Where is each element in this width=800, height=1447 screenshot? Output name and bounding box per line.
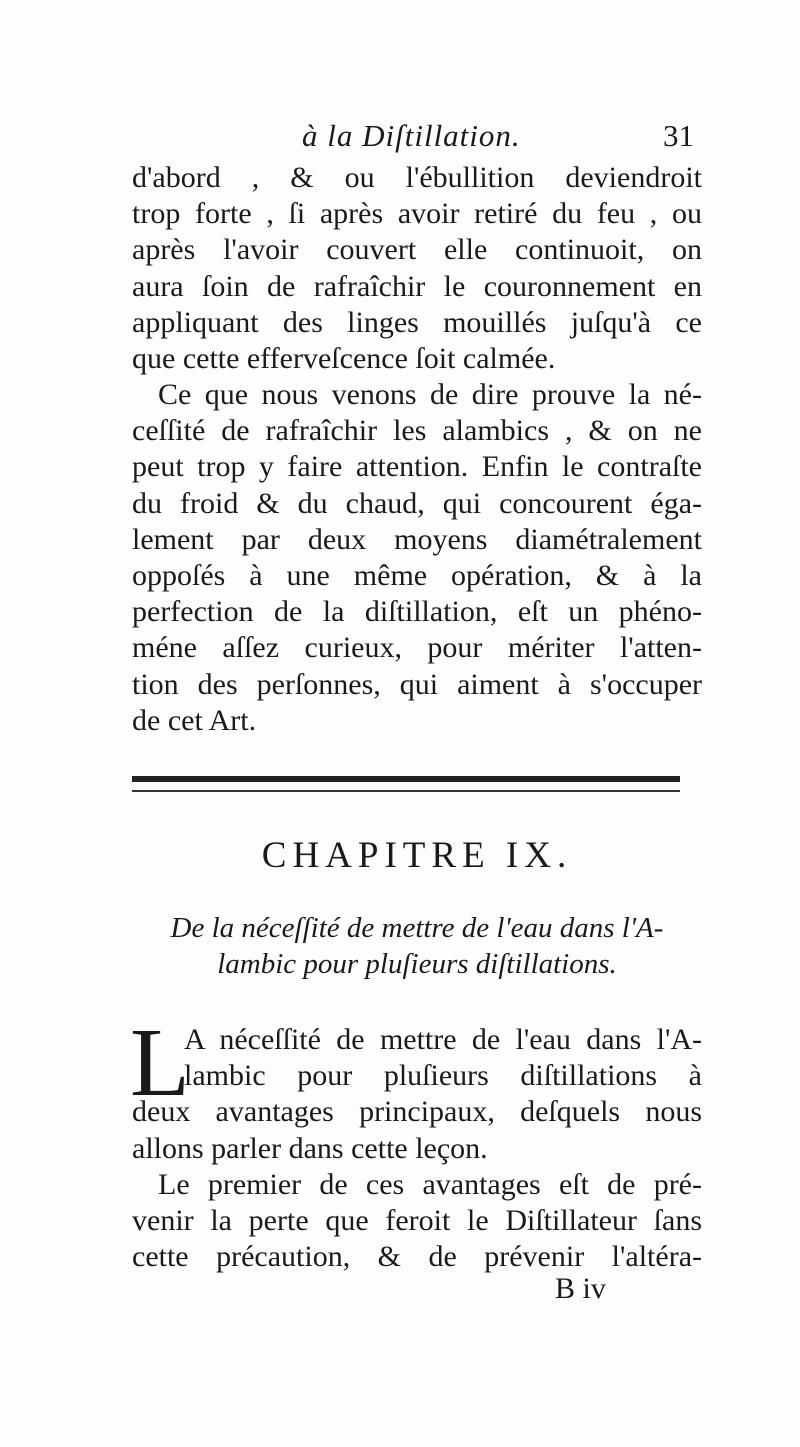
paragraph-1 <box>132 160 702 377</box>
ornamental-rule <box>132 776 680 782</box>
subtitle-line: lambic pour pluſieurs diſtillations. <box>217 948 617 980</box>
text-line: trop forte , ſi après avoir retiré du feu , ou <box>132 197 702 231</box>
text-line: tion des perſonnes, qui aiment à s'occuper <box>132 667 702 701</box>
text-line: aura ſoin de rafraîchir le couronnement en <box>132 269 702 303</box>
text-line: deux avantages principaux, deſquels nous <box>132 1095 702 1129</box>
text-line: Ce que nous venons de dire prouve la né- <box>158 378 702 411</box>
chapter-subtitle <box>132 910 702 982</box>
paragraph-4 <box>132 1167 702 1276</box>
catchword: B iv <box>555 1272 606 1305</box>
text-line: cette précaution, & de prévenir l'altéra- <box>132 1240 702 1274</box>
text-line: après l'avoir couvert elle continuoit, on <box>132 233 702 267</box>
text-line: A néceſſité de mettre de l'eau dans l'A- <box>184 1023 702 1056</box>
text-line: ceſſité de rafraîchir les alambics , & on ne <box>132 414 702 448</box>
divider-rule <box>132 790 680 792</box>
text-line: lambic pour pluſieurs diſtillations à <box>184 1059 702 1093</box>
text-line: Le premier de ces avantages eſt de pré- <box>158 1168 702 1201</box>
text-line: d'abord , & ou l'ébullition deviendroit <box>132 161 702 194</box>
drop-cap: L <box>130 1009 190 1117</box>
text-line: perfection de la diſtillation, eſt un phéno- <box>132 595 702 629</box>
running-head <box>132 118 702 158</box>
text-line: peut trop y faire attention. Enfin le contraſte <box>132 450 702 484</box>
paragraph-2 <box>132 377 702 739</box>
chapter-title: CHAPITRE IX. <box>261 835 573 876</box>
subtitle-line: De la néceſſité de mettre de l'eau dans l'A- <box>170 912 664 944</box>
text-line: allons parler dans cette leçon. <box>132 1131 488 1165</box>
text-line: lement par deux moyens diamétralement <box>132 522 702 556</box>
paragraph-3 <box>132 1022 702 1167</box>
text-line: appliquant des linges mouillés juſqu'à ce <box>132 305 702 339</box>
text-line: du froid & du chaud, qui concourent éga- <box>132 486 702 520</box>
running-head-title: à la Diſtillation. <box>302 118 521 153</box>
text-line: venir la perte que feroit le Diſtillateur ſans <box>132 1204 702 1238</box>
text-line: que cette efferveſcence ſoit calmée. <box>132 342 556 376</box>
text-line: méne aſſez curieux, pour mériter l'atten- <box>132 631 702 665</box>
text-line: de cet Art. <box>132 703 257 737</box>
page-number: 31 <box>663 118 694 153</box>
text-line: oppoſés à une même opération, & à la <box>132 559 702 593</box>
